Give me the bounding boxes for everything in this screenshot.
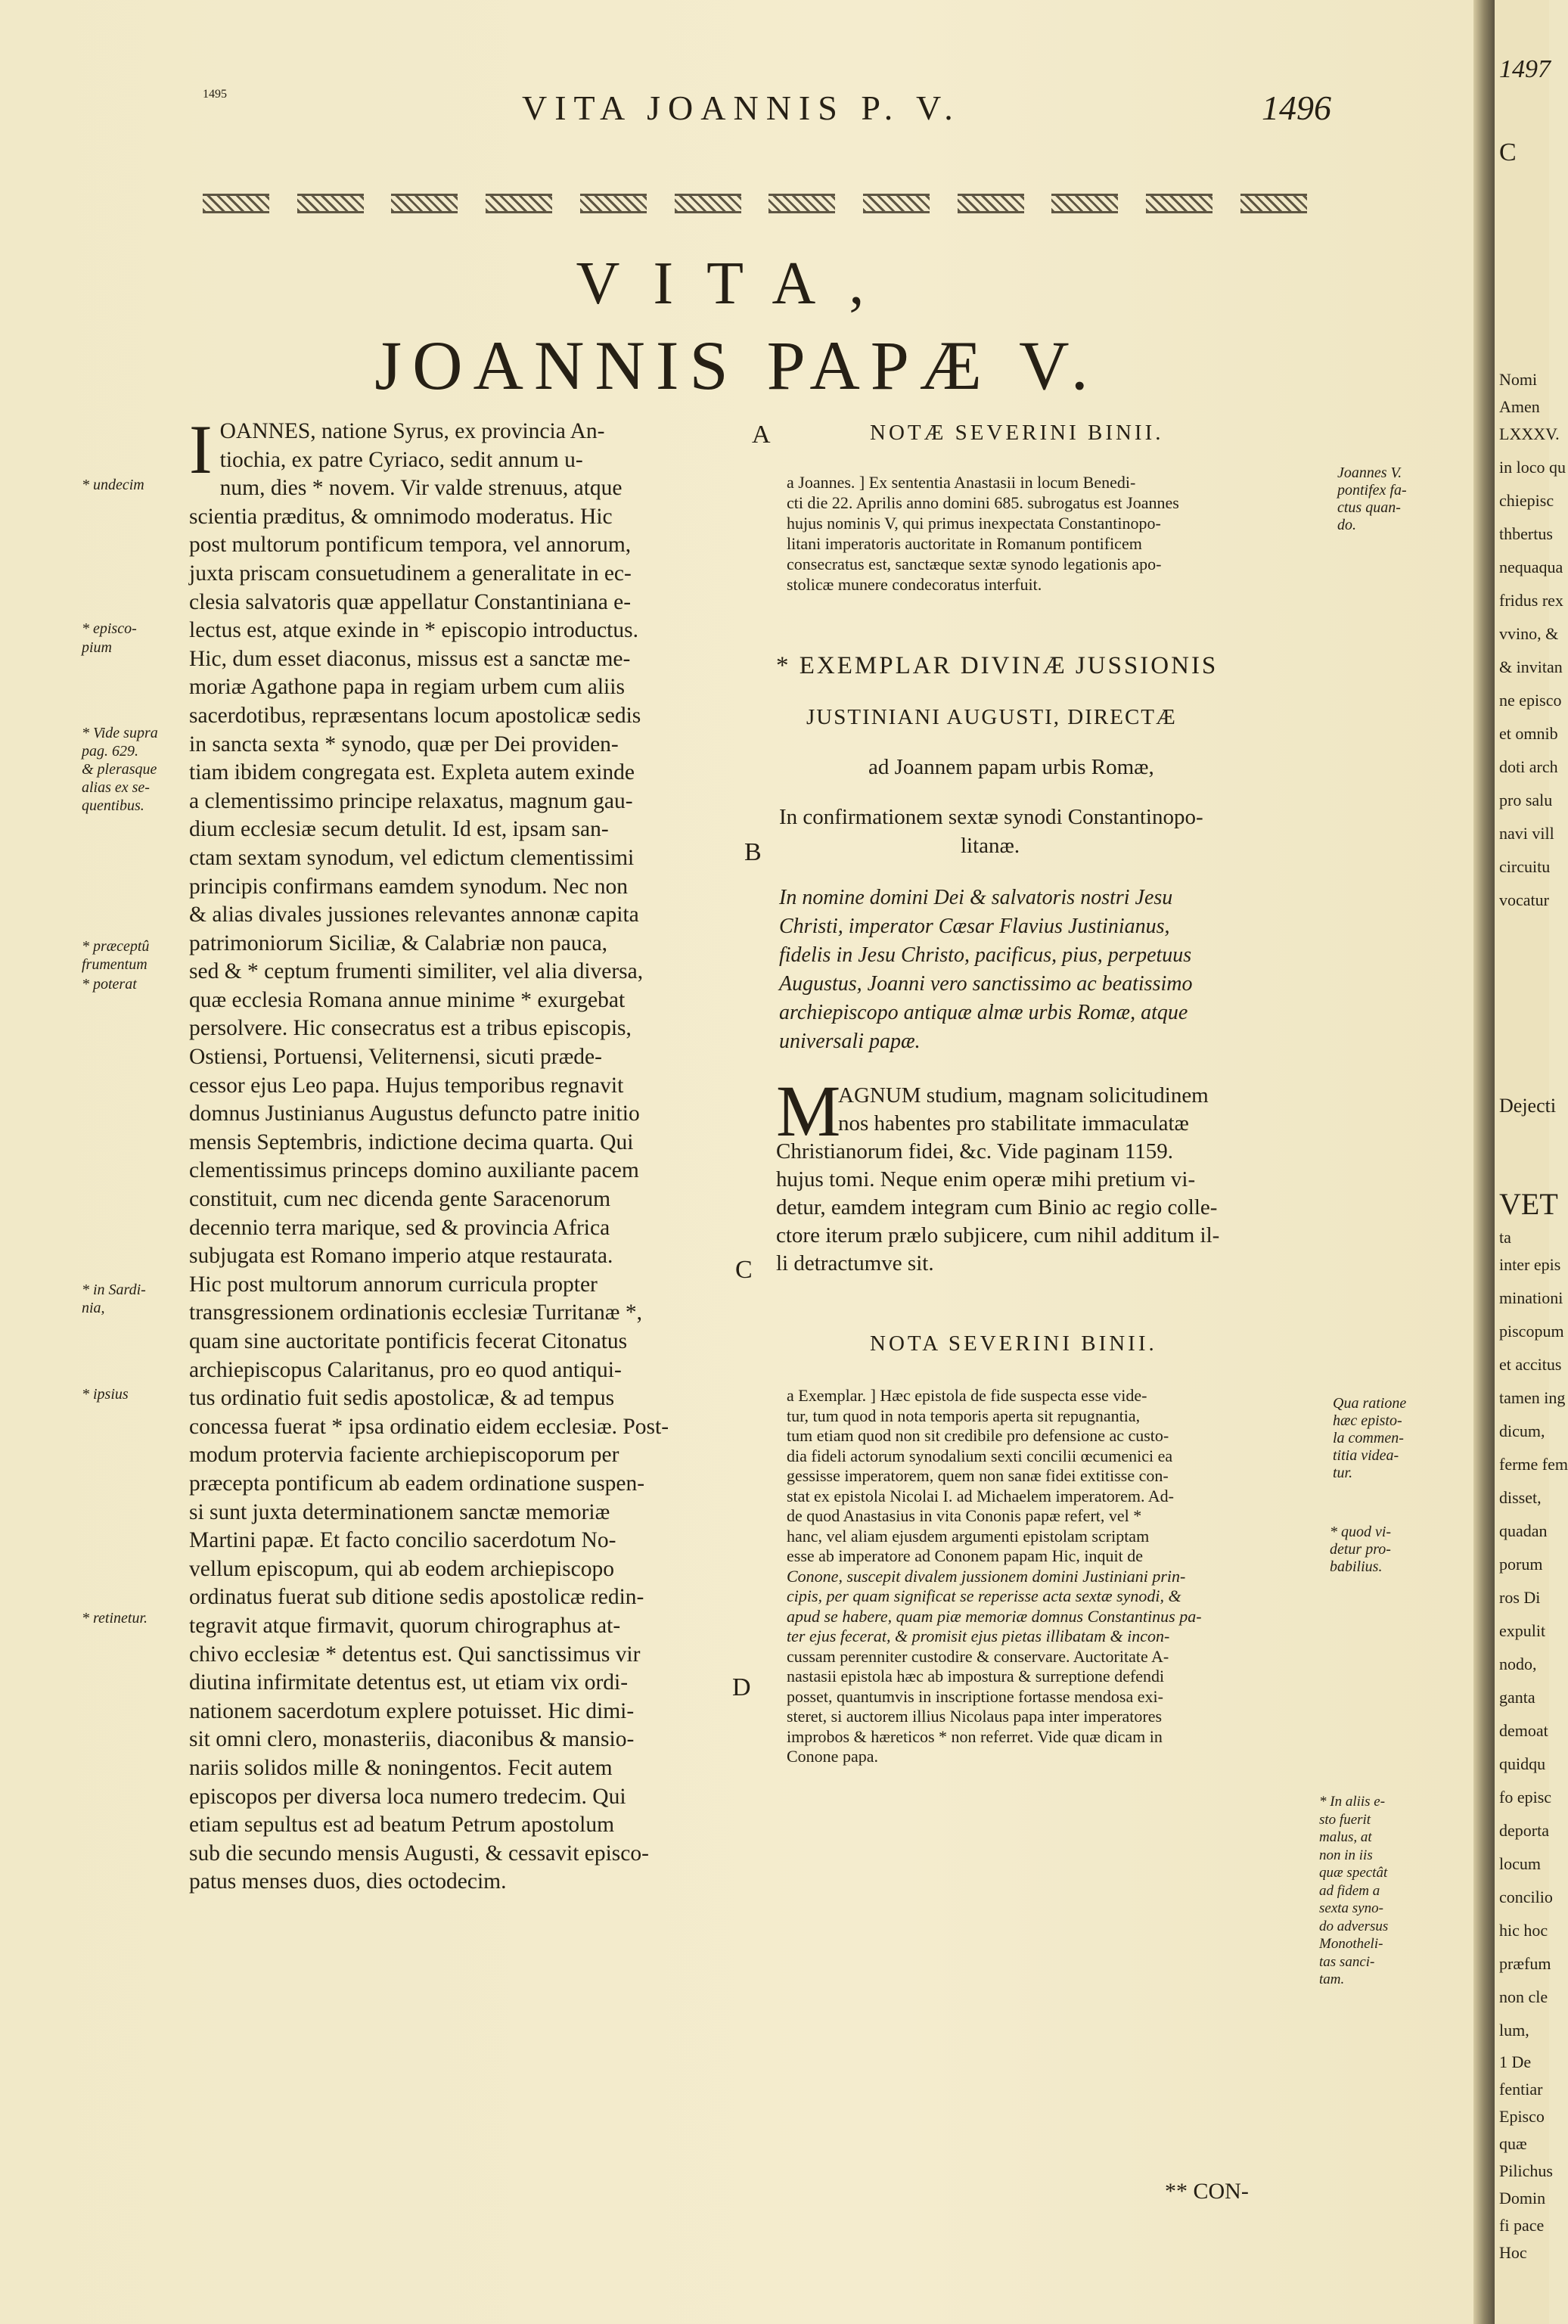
text-line: num, dies * novem. Vir valde strenuus, atque [219,476,623,501]
text-line: concessa fuerat * ipsa ordinatio eidem ecclesiæ. Post- [189,1414,669,1439]
text-line: cti die 22. Aprilis anno domini 685. subrogatus est Joannes [787,493,1179,512]
margin-note: alias ex se- [82,779,150,796]
fragment-text: minationi [1499,1288,1563,1307]
nota-title-1: NOTÆ SEVERINI BINII. [870,421,1164,445]
margin-note-line: ctus quan- [1337,499,1401,516]
fragment-text: Dejecti [1499,1095,1557,1117]
fragment-text: Episco [1499,2107,1545,2126]
fragment-text: circuitu [1499,857,1551,876]
fragment-text: Domin [1499,2189,1546,2207]
margin-note-line: Qua ratione [1333,1395,1407,1412]
fragment-text: & invitan [1499,657,1563,676]
text-line: post multorum pontificum tempora, vel annorum, [189,533,632,558]
margin-note-line: tur. [1333,1465,1353,1481]
text-line: quæ ecclesia Romana annue minime * exurgebat [189,987,626,1012]
fragment-text: fentiar [1499,2080,1543,2099]
margin-note-line: do. [1337,517,1356,533]
fragment-text: ne episco [1499,691,1562,710]
text-line: clementissimus princeps domino auxiliante pacem [189,1158,639,1183]
margin-note-line: * quod vi- [1330,1524,1392,1540]
fragment-text: locum [1499,1854,1541,1873]
text-line: episcopos per diversa loca numero tredecim. Qui [189,1784,626,1809]
next-page-number: 1497 [1499,55,1551,83]
text-line: nariis solidos mille & noningentos. Fecit autem [189,1755,613,1780]
margin-note-line: quæ spectât [1319,1865,1388,1881]
text-line: tegravit atque firmavit, quorum chirographus at- [189,1613,621,1638]
fragment-text: chiepisc [1499,491,1554,510]
text-line: modum protervia faciente archiepiscoporum per [189,1443,619,1468]
margin-note: * undecim [82,477,144,493]
book-gutter [1473,0,1495,2324]
margin-note: * retinetur. [82,1610,148,1626]
margin-note-line: non in iis [1319,1847,1373,1863]
text-line: principis confirmans eamdem synodum. Nec non [189,874,629,899]
text-line: ctam sextam synodum, vel edictum clementissimi [189,845,635,870]
fragment-text: Nomi [1499,370,1538,389]
section-letter-d: D [732,1673,751,1701]
fragment-text: C [1499,138,1517,166]
text-line: sit omni clero, monasteriis, diaconibus & mansio- [189,1727,635,1752]
text-line: Conone, suscepit divalem jussionem domini Justiniani prin- [787,1566,1186,1586]
text-line: esse ab imperatore ad Cononem papam Hic, inquit de [787,1546,1144,1565]
fragment-text: ferme fem [1499,1455,1568,1474]
fragment-text: vocatur [1499,890,1549,909]
exemplar-heading: * EXEMPLAR DIVINÆ JUSSIONIS [776,652,1219,679]
margin-note: pag. 629. [82,743,138,760]
text-line: subjugata est Romano imperio atque restaurata. [189,1244,613,1269]
text-line: nationem sacerdotum explere potuisset. Hic dimi- [189,1698,635,1723]
text-line: a clementissimo principe relaxatus, magnum gau- [189,788,633,813]
fragment-text: tamen ing [1499,1388,1566,1407]
text-line: cessor ejus Leo papa. Hujus temporibus regnavit [189,1073,624,1098]
exemplar-addressee: ad Joannem papam urbis Romæ, [868,755,1154,779]
margin-note-line: hæc episto- [1333,1412,1402,1429]
text-line: ctore iterum prælo subjicere, cum nihil additum il- [776,1223,1220,1247]
margin-note-line: Joannes V. [1337,464,1402,481]
text-line: sub die secundo mensis Augusti, & cessavit episco- [189,1841,649,1866]
text-line: consecratus est, sanctæque sextæ synodo legationis apo- [787,555,1162,573]
text-line: Martini papæ. Et facto concilio sacerdotum No- [189,1528,616,1553]
margin-note-line: babilius. [1330,1558,1383,1575]
margin-note-line: sexta syno- [1319,1900,1383,1916]
text-line: de quod Anastasius in vita Cononis papæ refert, vel * [787,1506,1142,1525]
fragment-text: expulit [1499,1621,1546,1640]
text-line: apud se habere, quam piæ memoriæ domnus Constantinus pa- [787,1606,1202,1626]
fragment-text: pro salu [1499,791,1553,809]
text-line: archiepiscopus Calaritanus, pro eo quod antiqui- [189,1357,622,1382]
text-line: scientia præditus, & omnimodo moderatus. Hic [189,504,613,529]
title-line-2: JOANNIS PAPÆ V. [374,327,1099,404]
text-line: cipis, per quam significat se reperisse acta sextæ synodi, & [787,1586,1181,1605]
text-line: AGNUM studium, magnam solicitudinem [838,1083,1209,1108]
text-line: moriæ Agathone papa in regiam urbem cum aliis [189,675,625,700]
margin-note-line: Monotheli- [1319,1936,1383,1952]
fragment-text: vvino, & [1499,624,1559,643]
fragment-text: Amen [1499,397,1540,416]
text-line: lectus est, atque exinde in * episcopio introductus. [189,618,638,643]
fragment-text: lum, [1499,2021,1529,2040]
fragment-text: 1 De [1499,2052,1532,2071]
text-line: hanc, vel aliam ejusdem argumenti epistolam scriptam [787,1526,1150,1546]
exemplar-body [776,1082,1219,1278]
exemplar-subject: In confirmationem sextæ synodi Constantinopo- [779,805,1203,829]
text-line: stat ex epistola Nicolai I. ad Michaelem imperatorem. Ad- [787,1486,1174,1505]
text-line: transgressionem ordinationis ecclesiæ Turritanæ *, [189,1300,642,1325]
fragment-text: nodo, [1499,1654,1537,1673]
margin-note-line: do adversus [1319,1918,1389,1934]
margin-note: frumentum [82,956,147,973]
text-line: constituit, cum nec dicenda gente Saracenorum [189,1187,611,1212]
text-line: juxta priscam consuetudinem a generalitate in ec- [189,561,632,586]
margin-note: * Vide supra [82,725,158,741]
fragment-text: ros Di [1499,1588,1541,1607]
text-line: improbos & hæreticos * non referret. Vide quæ dicam in [787,1726,1163,1746]
margin-note: quentibus. [82,797,144,814]
text-line: steret, si auctorem illius Nicolaus papa inter imperatores [787,1707,1163,1726]
fragment-text: deporta [1499,1821,1549,1840]
exemplar-italic-block [779,884,1192,1056]
section-letter-c: C [735,1256,753,1284]
text-line: Christianorum fidei, &c. Vide paginam 1159. [776,1139,1174,1164]
text-line: archiepiscopo antiquæ almæ urbis Romæ, atque [779,1001,1188,1024]
fragment-text: ganta [1499,1688,1535,1707]
text-line: tum etiam quod non sit credibile pro defensione ac custo- [787,1426,1169,1445]
running-title: VITA JOANNIS P. V. [522,89,961,127]
fragment-text: VET [1499,1187,1558,1221]
text-line: Hic post multorum annorum curricula propter [189,1272,598,1297]
fragment-text: thbertus [1499,524,1553,543]
text-line: domnus Justinianus Augustus defuncto patre initio [189,1101,640,1126]
margin-note: * in Sardi- [82,1282,146,1298]
text-line: nos habentes pro stabilitate immaculatæ [838,1111,1189,1136]
text-line: mensis Septembris, indictione decima quarta. Qui [189,1129,634,1154]
margin-note-line: tas sanci- [1319,1953,1375,1970]
margin-note-line: tam. [1319,1971,1345,1987]
margin-note: pium [82,639,112,656]
section-letter-a: A [752,421,771,449]
text-line: præcepta pontificum ab eadem ordinatione suspen- [189,1471,645,1496]
text-line: nastasii epistola hæc ab impostura & surreptione defendi [787,1667,1165,1686]
margin-note [1319,1793,1388,1989]
text-line: litani imperatoris auctoritate in Romanum pontificem [787,534,1142,553]
fragment-text: concilio [1499,1887,1553,1906]
margin-note [1333,1395,1406,1482]
text-line: diutina infirmitate detentus est, ut etiam vix ordi- [189,1670,629,1695]
margin-note: * præceptû [82,938,150,955]
margin-note: nia, [82,1300,105,1316]
text-line: tus ordinatio fuit sedis apostolicæ, & ad tempus [189,1386,615,1411]
text-line: dium ecclesiæ secum detulit. Id est, ipsam san- [189,817,609,842]
margin-note: * ipsius [82,1386,129,1403]
nota-title-2: NOTA SEVERINI BINII. [870,1331,1157,1356]
text-line: & alias divales jussiones relevantes annonæ capita [189,903,639,927]
text-line: ordinatus fuerat sub ditione sedis apostolicæ redin- [189,1585,644,1610]
margin-note [1330,1524,1391,1576]
fragment-text: quæ [1499,2134,1527,2153]
margin-note: & plerasque [82,761,157,778]
text-line: cussam perenniter custodire & conservare. Auctoritate A- [787,1646,1169,1666]
fragment-text: Pilichus [1499,2161,1553,2180]
text-line: fidelis in Jesu Christo, pacificus, pius, perpetuus [779,943,1192,967]
left-column-text [189,411,741,1897]
exemplar-dropcap: M [776,1070,841,1151]
ornamental-band [203,191,1307,216]
text-line: tiochia, ex patre Cyriaco, sedit annum u- [219,447,583,472]
text-line: patrimoniorum Siciliæ, & Calabriæ non pauca, [189,931,608,955]
fragment-text: navi vill [1499,824,1554,843]
fragment-text: præfum [1499,1954,1551,1973]
margin-note-line: pontifex fa- [1337,482,1407,499]
margin-note-line: titia videa- [1333,1447,1399,1464]
margin-note-line: detur pro- [1330,1541,1391,1558]
nota1-block [787,472,1179,595]
text-line: a Exemplar. ] Hæc epistola de fide suspecta esse vide- [787,1386,1147,1405]
text-line: vellum episcopum, qui ab eodem archiepiscopo [189,1556,614,1581]
nota2-block [787,1386,1202,1767]
text-line: In nomine domini Dei & salvatoris nostri Jesu [779,886,1173,909]
text-line: dia fideli actorum synodalium sexti concilii œcumenici ea [787,1446,1173,1465]
text-line: in sancta sexta * synodo, quæ per Dei providen- [189,732,619,757]
text-line: Augustus, Joanni vero sanctissimo ac beatissimo [779,972,1193,996]
margin-note: * episco- [82,620,137,637]
fragment-text: doti arch [1499,757,1558,776]
fragment-text: piscopum [1499,1322,1564,1341]
text-line: Ostiensi, Portuensi, Veliternensi, sicuti præde- [189,1045,602,1070]
exemplar-subheading: JUSTINIANI AUGUSTI, DIRECTÆ [806,705,1177,729]
fragment-text: demoat [1499,1721,1548,1740]
text-line: chivo ecclesiæ * detentus est. Qui sanctissimus vir [189,1642,641,1667]
fragment-text: LXXXV. [1499,424,1560,443]
dropcap-letter: I [189,411,213,488]
text-line: decennio terra marique, sed & provincia Africa [189,1215,610,1240]
text-line: sed & * ceptum frumenti similiter, vel alia diversa, [189,959,644,984]
fragment-text: porum [1499,1555,1543,1574]
text-line: etiam sepultus est ad beatum Petrum apostolum [189,1813,615,1838]
text-line: tiam ibidem congregata est. Expleta autem exinde [189,760,635,785]
text-line: OANNES, natione Syrus, ex provincia An- [219,419,605,443]
text-line: li detractumve sit. [776,1251,934,1275]
text-line: si sunt juxta determinationem sanctæ memoriæ [189,1499,610,1524]
exemplar-subject-end: litanæ. [961,834,1020,858]
left-page-number: 1495 [203,88,227,101]
fragment-text: quadan [1499,1521,1548,1540]
margin-note-line: * In aliis e- [1319,1794,1386,1810]
fragment-text: non cle [1499,1987,1548,2006]
margin-note [1337,464,1407,534]
margin-note-line: malus, at [1319,1829,1372,1845]
text-line: Conone papa. [787,1747,878,1766]
fragment-text: in loco qu [1499,458,1566,477]
margin-note: * poterat [82,976,137,993]
fragment-text: et accitus [1499,1355,1562,1374]
fragment-text: dicum, [1499,1421,1545,1440]
text-line: ter ejus fecerat, & promisit ejus pietas illibatam & incon- [787,1626,1170,1645]
text-line: clesia salvatoris quæ appellatur Constantiniana e- [189,589,632,614]
right-page-number: 1496 [1262,89,1331,127]
section-letter-b: B [744,838,762,866]
fragment-text: disset, [1499,1488,1542,1507]
fragment-text: inter epis [1499,1255,1561,1274]
text-line: gessisse imperatorem, quem non sanæ fidei extitisse con- [787,1466,1169,1485]
fragment-text: quidqu [1499,1754,1546,1773]
text-line: Christi, imperator Cæsar Flavius Justinianus, [779,915,1170,938]
text-line: hujus nominis V, qui primus inexpectata Constantinopo- [787,514,1161,533]
adjacent-page-fragment [1495,0,1568,2324]
text-line: stolicæ munere condecoratus interfuit. [787,575,1042,594]
text-line: universali papæ. [779,1030,921,1053]
margin-note-line: la commen- [1333,1430,1404,1446]
fragment-text: Hoc [1499,2243,1527,2262]
fragment-text: fo episc [1499,1788,1552,1807]
title-line-1: VITA, [576,250,898,317]
text-line: detur, eamdem integram cum Binio ac regio colle- [776,1195,1218,1219]
text-line: persolvere. Hic consecratus est a tribus episcopis, [189,1016,632,1041]
fragment-text: hic hoc [1499,1921,1548,1940]
fragment-text: fi pace [1499,2216,1545,2235]
text-line: Hic, dum esset diaconus, missus est a sanctæ me- [189,646,631,671]
fragment-text: nequaqua [1499,558,1563,576]
text-line: a Joannes. ] Ex sententia Anastasii in locum Benedi- [787,473,1136,492]
text-line: patus menses duos, dies octodecim. [189,1869,507,1894]
margin-note-line: sto fuerit [1319,1811,1371,1828]
fragment-text: et omnib [1499,724,1558,743]
margin-note-line: ad fidem a [1319,1882,1380,1899]
fragment-text: fridus rex [1499,591,1563,610]
text-line: sacerdotibus, repræsentans locum apostolicæ sedis [189,703,641,728]
text-line: tur, tum quod in nota temporis aperta sit repugnantia, [787,1406,1141,1425]
text-line: quam sine auctoritate pontificis fecerat Citonatus [189,1329,628,1353]
fragment-text: ta [1499,1228,1511,1247]
text-line: posset, quantumvis in inscriptione fortasse mendosa exi- [787,1686,1163,1706]
catchword: ** CON- [1165,2179,1249,2204]
text-line: hujus tomi. Neque enim operæ mihi pretium vi- [776,1167,1196,1192]
